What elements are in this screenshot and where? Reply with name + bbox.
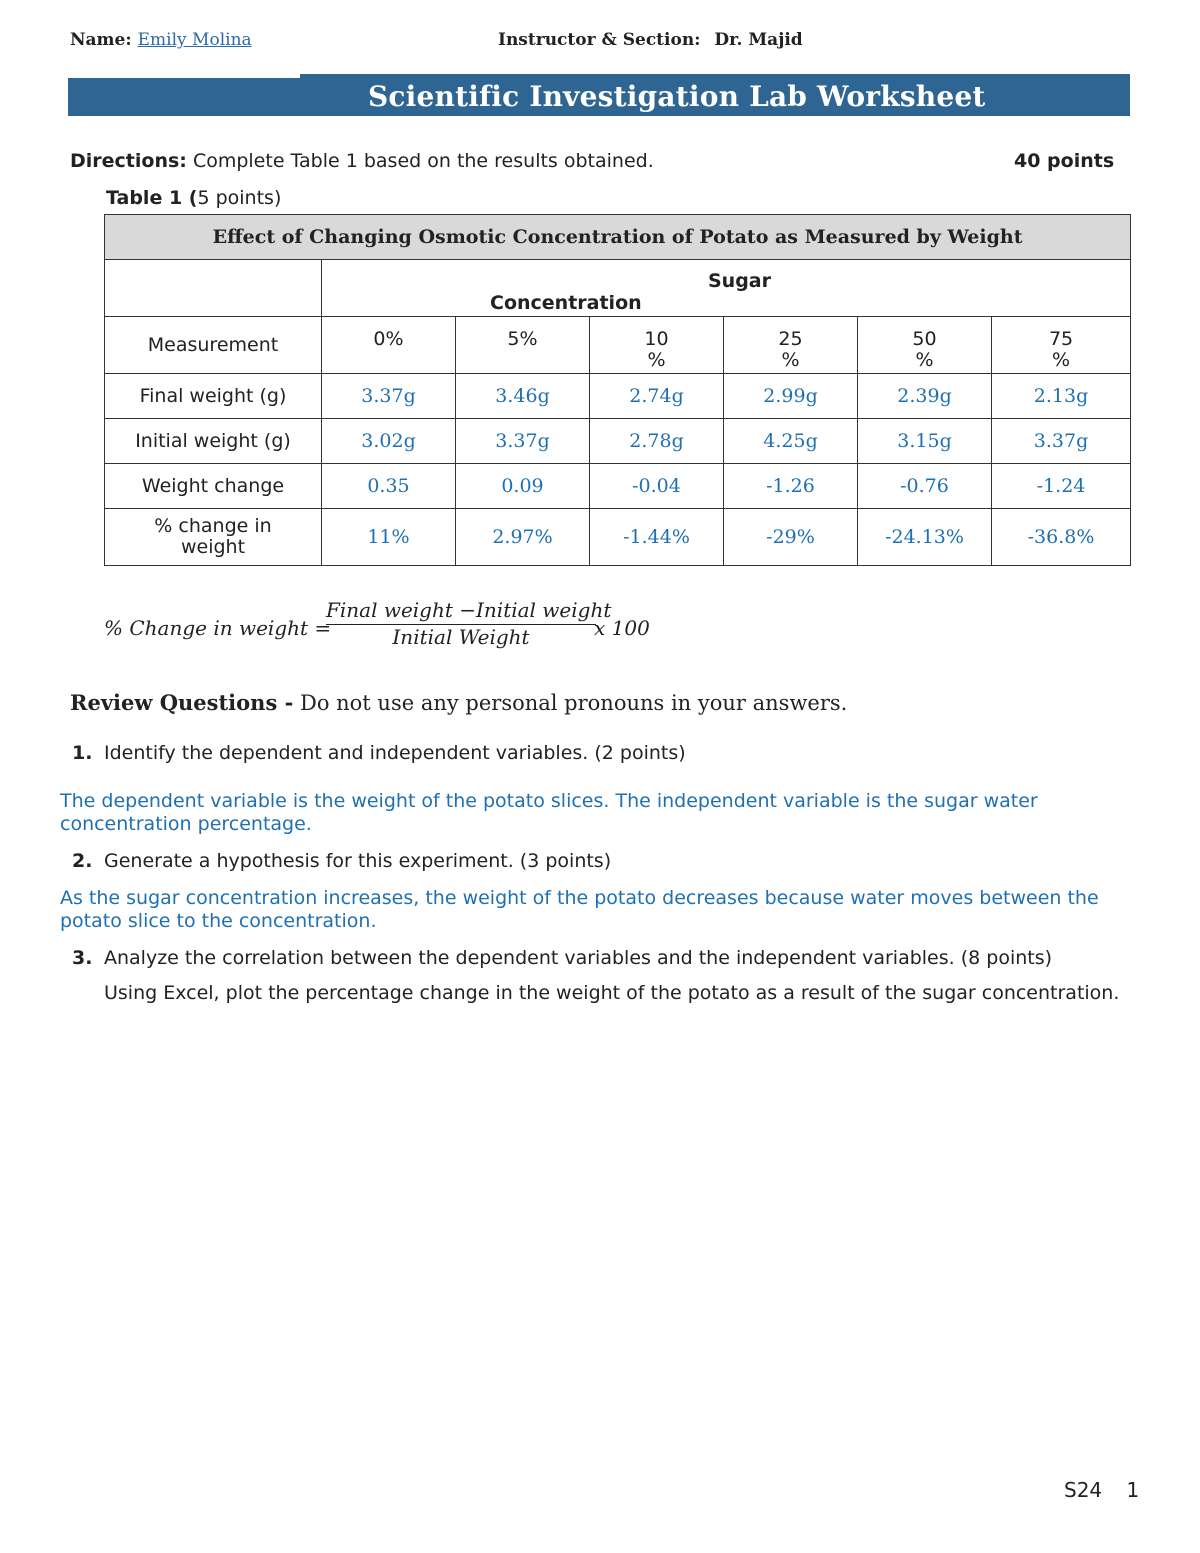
question-1-text: Identify the dependent and independent variables. (2 points) bbox=[104, 742, 686, 764]
question-3-number: 3. bbox=[72, 947, 93, 969]
formula-lhs: % Change in weight = bbox=[104, 616, 332, 640]
title-banner-accent bbox=[300, 74, 1130, 78]
directions bbox=[70, 150, 654, 172]
table-row bbox=[105, 509, 1131, 566]
table-cell: -1.24 bbox=[992, 464, 1131, 509]
footer-code: S24 bbox=[1064, 1478, 1103, 1502]
concentration-header-5: 75 % bbox=[992, 317, 1131, 374]
table-body bbox=[105, 374, 1131, 566]
empty-header-cell bbox=[105, 260, 322, 317]
table-row bbox=[105, 464, 1131, 509]
table-cell: -0.76 bbox=[858, 464, 992, 509]
question-1-number: 1. bbox=[72, 742, 93, 764]
row-label: % change in weight bbox=[105, 509, 322, 566]
table-cell: -1.26 bbox=[724, 464, 858, 509]
table-cell: 3.37g bbox=[322, 374, 456, 419]
table-cell: 11% bbox=[322, 509, 456, 566]
concentration-header-0: 0% bbox=[322, 317, 456, 374]
table-cell: -1.44% bbox=[590, 509, 724, 566]
table-group-header-row bbox=[105, 260, 1131, 317]
table-caption: Effect of Changing Osmotic Concentration of Potato as Measured by Weight bbox=[105, 215, 1131, 260]
sugar-concentration-header bbox=[322, 260, 1131, 317]
table-cell: 0.35 bbox=[322, 464, 456, 509]
name-label: Name: bbox=[70, 30, 132, 50]
question-2 bbox=[72, 850, 611, 872]
concentration-header-1: 5% bbox=[456, 317, 590, 374]
sugar-header-line2: Concentration bbox=[490, 292, 642, 314]
concentration-header-3: 25 % bbox=[724, 317, 858, 374]
question-1 bbox=[72, 742, 686, 764]
formula-numerator: Final weight −Initial weight bbox=[326, 598, 596, 625]
results-table bbox=[104, 214, 1131, 566]
row-label: Final weight (g) bbox=[105, 374, 322, 419]
table-cell: 2.74g bbox=[590, 374, 724, 419]
question-3 bbox=[72, 947, 1052, 969]
formula-denominator: Initial Weight bbox=[392, 625, 530, 649]
table-cell: 3.02g bbox=[322, 419, 456, 464]
page-footer bbox=[1064, 1478, 1139, 1502]
table-cell: -29% bbox=[724, 509, 858, 566]
table-label bbox=[106, 187, 281, 209]
table-cell: 2.99g bbox=[724, 374, 858, 419]
table-row bbox=[105, 419, 1131, 464]
page-number: 1 bbox=[1126, 1478, 1140, 1502]
table-caption-row bbox=[105, 215, 1131, 260]
table-cell: 3.37g bbox=[456, 419, 590, 464]
column-header-row bbox=[105, 317, 1131, 374]
sugar-header-line1: Sugar bbox=[708, 270, 772, 292]
question-2-text: Generate a hypothesis for this experiment. (3 points) bbox=[104, 850, 612, 872]
table-cell: 2.39g bbox=[858, 374, 992, 419]
row-label: Weight change bbox=[105, 464, 322, 509]
instructor-name: Dr. Majid bbox=[714, 30, 803, 50]
table-cell: 4.25g bbox=[724, 419, 858, 464]
review-heading-bold: Review Questions - bbox=[70, 690, 294, 715]
table-cell: 2.13g bbox=[992, 374, 1131, 419]
review-heading bbox=[70, 690, 847, 715]
question-2-number: 2. bbox=[72, 850, 93, 872]
concentration-header-2: 10 % bbox=[590, 317, 724, 374]
name-line bbox=[70, 30, 252, 50]
formula-fraction bbox=[326, 598, 612, 649]
page-title: Scientific Investigation Lab Worksheet bbox=[368, 80, 986, 113]
table-cell: 3.37g bbox=[992, 419, 1131, 464]
answer-2: As the sugar concentration increases, the weight of the potato decreases because water moves between the potato slice to the concentration. bbox=[60, 887, 1099, 932]
title-banner bbox=[68, 78, 1130, 116]
total-points: 40 points bbox=[1014, 150, 1115, 172]
instructor-label: Instructor & Section: bbox=[498, 30, 701, 50]
percent-change-formula bbox=[104, 598, 704, 658]
table-cell: 2.97% bbox=[456, 509, 590, 566]
directions-text: Complete Table 1 based on the results obtained. bbox=[192, 150, 654, 172]
table-cell: 3.46g bbox=[456, 374, 590, 419]
measurement-header: Measurement bbox=[105, 317, 322, 374]
table-label-points: 5 points) bbox=[197, 187, 282, 209]
row-label: Initial weight (g) bbox=[105, 419, 322, 464]
table-cell: -36.8% bbox=[992, 509, 1131, 566]
student-name: Emily Molina bbox=[137, 30, 252, 50]
answer-3: Using Excel, plot the percentage change in the weight of the potato as a result of the sugar concentration. bbox=[104, 982, 1120, 1004]
review-heading-text: Do not use any personal pronouns in your answers. bbox=[299, 691, 848, 715]
concentration-header-4: 50 % bbox=[858, 317, 992, 374]
table-cell: 2.78g bbox=[590, 419, 724, 464]
table-cell: 0.09 bbox=[456, 464, 590, 509]
answer-1: The dependent variable is the weight of the potato slices. The independent variable is the sugar water concentration percentage. bbox=[60, 790, 1038, 835]
directions-label: Directions: bbox=[70, 150, 187, 172]
question-3-text: Analyze the correlation between the dependent variables and the independent variables. (8 points) bbox=[104, 947, 1053, 969]
table-label-bold: Table 1 ( bbox=[106, 187, 198, 209]
table-cell: -0.04 bbox=[590, 464, 724, 509]
table-cell: 3.15g bbox=[858, 419, 992, 464]
formula-suffix: x 100 bbox=[594, 616, 650, 640]
table-row bbox=[105, 374, 1131, 419]
instructor-line bbox=[498, 30, 803, 50]
table-cell: -24.13% bbox=[858, 509, 992, 566]
